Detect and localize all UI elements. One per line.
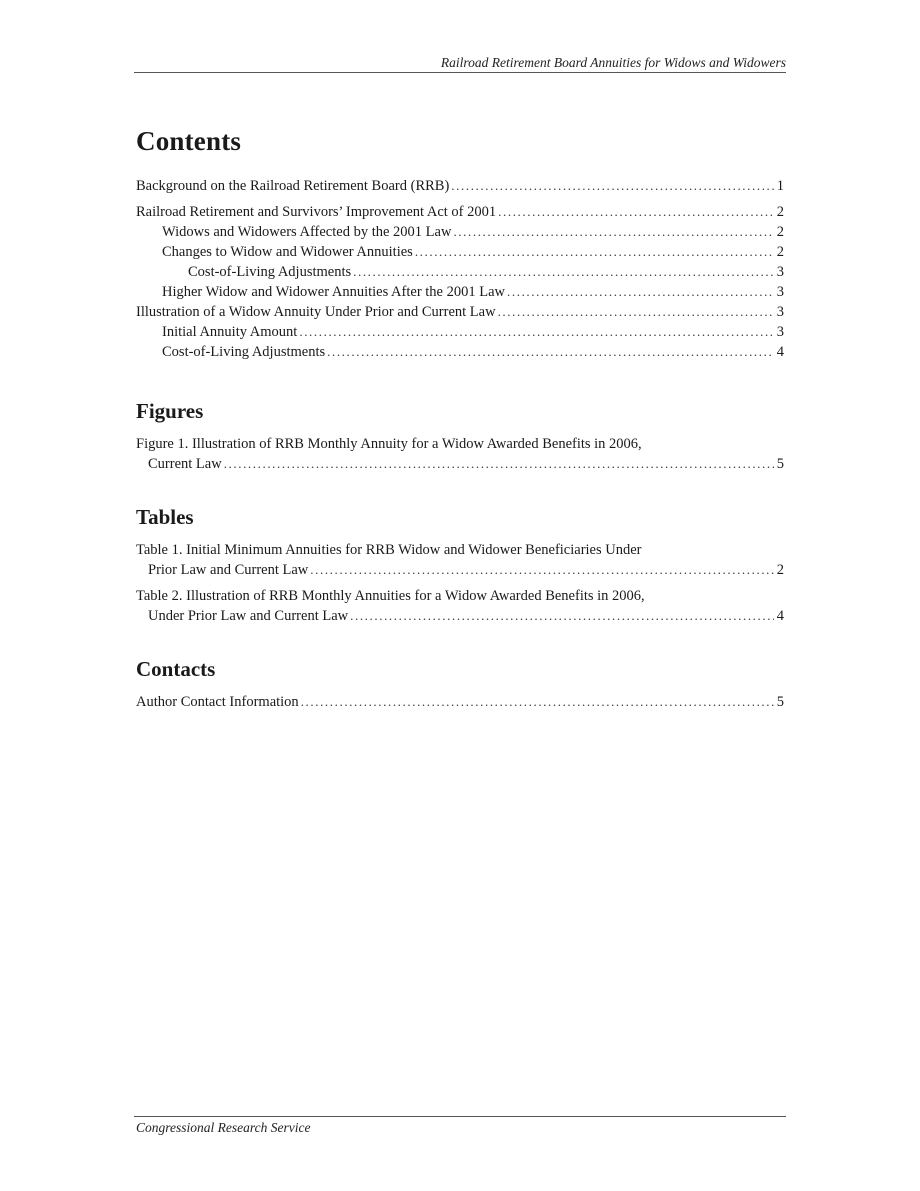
toc-entry-label-line2: Prior Law and Current Law <box>148 562 309 578</box>
toc-entry-author-contact[interactable] <box>136 692 784 712</box>
dot-leader <box>498 202 774 222</box>
toc-entry-label-line1: Table 1. Initial Minimum Annuities for RRB Widow and Widower Beneficiaries Under <box>136 542 642 558</box>
toc-page-number: 1 <box>776 178 784 194</box>
toc-entry-label-line1: Figure 1. Illustration of RRB Monthly Annuity for a Widow Awarded Benefits in 2006, <box>136 436 642 452</box>
toc-page-number: 3 <box>776 324 784 340</box>
toc-entry-illustration[interactable] <box>136 302 784 322</box>
toc-entry-label: Illustration of a Widow Annuity Under Prior and Current Law <box>136 304 496 320</box>
dot-leader <box>353 262 774 282</box>
toc-page-number: 2 <box>776 244 784 260</box>
toc-entry-improvement-act[interactable] <box>136 202 784 222</box>
toc-entry-table-2[interactable] <box>136 586 784 626</box>
footer-divider <box>134 1116 786 1117</box>
toc-entry-label: Initial Annuity Amount <box>162 324 298 340</box>
toc-entry-label: Cost-of-Living Adjustments <box>188 264 352 280</box>
contacts-heading: Contacts <box>136 657 216 681</box>
toc-page-number: 4 <box>776 608 784 624</box>
toc-entry-cola-sub[interactable] <box>136 262 784 282</box>
toc-entry-label: Railroad Retirement and Survivors’ Improvement Act of 2001 <box>136 204 497 220</box>
dot-leader <box>498 302 774 322</box>
toc-entry-label: Background on the Railroad Retirement Board (RRB) <box>136 178 450 194</box>
dot-leader <box>299 322 774 342</box>
dot-leader <box>301 692 774 712</box>
toc-entry-figure-1[interactable] <box>136 434 784 474</box>
running-header: Railroad Retirement Board Annuities for Widows and Widowers <box>440 55 786 70</box>
dot-leader <box>507 282 774 302</box>
toc-entry-label: Author Contact Information <box>136 694 299 710</box>
toc-entry-cola[interactable] <box>136 342 784 362</box>
toc-page-number: 4 <box>776 344 784 360</box>
toc-page-number: 2 <box>776 204 784 220</box>
toc-page-number: 2 <box>776 224 784 240</box>
dot-leader <box>451 176 774 196</box>
running-footer: Congressional Research Service <box>136 1120 311 1135</box>
toc-page-number: 3 <box>776 284 784 300</box>
toc-entry-widows-affected[interactable] <box>136 222 784 242</box>
toc-page-number: 3 <box>776 264 784 280</box>
toc-entry-label: Changes to Widow and Widower Annuities <box>162 244 413 260</box>
toc-entry-higher-annuities[interactable] <box>136 282 784 302</box>
toc-page-number: 5 <box>776 694 784 710</box>
toc-entry-background[interactable] <box>136 176 784 196</box>
toc-entry-label-line2: Under Prior Law and Current Law <box>148 608 349 624</box>
toc-page-number: 5 <box>776 456 784 472</box>
tables-list <box>136 540 784 626</box>
toc-entry-changes-annuities[interactable] <box>136 242 784 262</box>
contents-list <box>136 176 784 362</box>
figures-heading: Figures <box>136 399 204 423</box>
dot-leader <box>453 222 774 242</box>
section-spacer <box>136 474 784 504</box>
dot-leader <box>350 606 774 626</box>
contents-heading: Contents <box>136 126 242 156</box>
toc-entry-label-line2: Current Law <box>148 456 222 472</box>
section-spacer <box>136 362 784 398</box>
toc-page-number: 3 <box>776 304 784 320</box>
figures-list <box>136 434 784 474</box>
tables-heading: Tables <box>136 505 194 529</box>
toc-entry-table-1[interactable] <box>136 540 784 580</box>
toc-entry-label: Cost-of-Living Adjustments <box>162 344 326 360</box>
toc-entry-initial-amount[interactable] <box>136 322 784 342</box>
toc-page-number: 2 <box>776 562 784 578</box>
toc-entry-label-line1: Table 2. Illustration of RRB Monthly Annuities for a Widow Awarded Benefits in 2006, <box>136 588 645 604</box>
dot-leader <box>224 454 774 474</box>
dot-leader <box>415 242 774 262</box>
section-spacer <box>136 626 784 656</box>
header-divider <box>134 72 786 73</box>
contacts-list <box>136 692 784 712</box>
table-of-contents <box>136 124 784 712</box>
dot-leader <box>327 342 774 362</box>
toc-entry-label: Higher Widow and Widower Annuities After the 2001 Law <box>162 284 506 300</box>
toc-entry-label: Widows and Widowers Affected by the 2001 Law <box>162 224 452 240</box>
dot-leader <box>310 560 774 580</box>
